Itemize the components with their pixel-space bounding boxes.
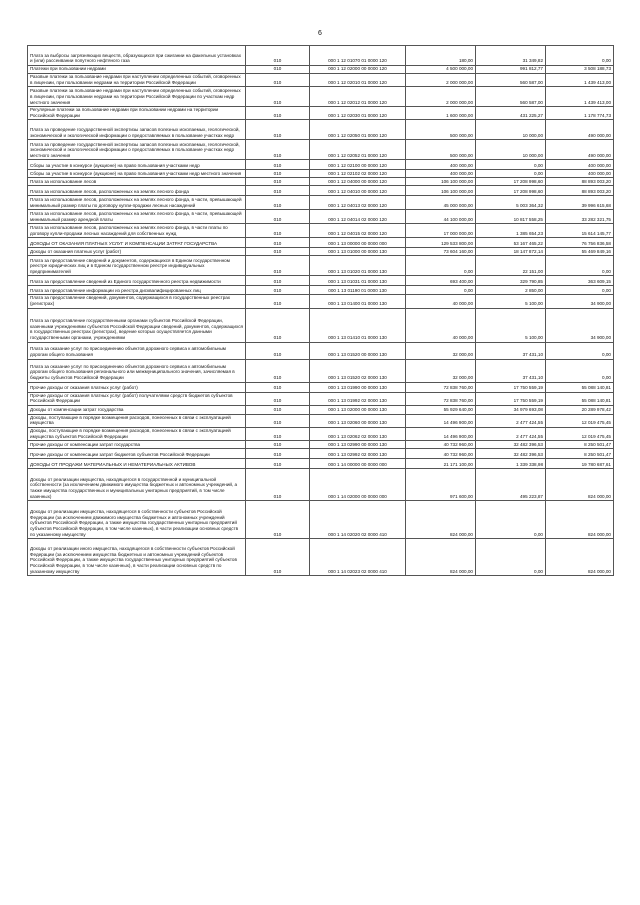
row-fact: 329 790,85 bbox=[476, 276, 546, 286]
row-code: 010 bbox=[246, 276, 310, 286]
row-plan: 72 838 760,00 bbox=[406, 392, 476, 405]
table-row bbox=[28, 66, 614, 74]
row-fact: 560 587,00 bbox=[476, 74, 546, 87]
page-number: 6 bbox=[318, 30, 322, 37]
row-name: Прочие доходы от оказания платных услуг (работ) bbox=[28, 382, 246, 392]
table-row bbox=[28, 170, 614, 178]
row-plan: 40 000,00 bbox=[406, 295, 476, 308]
row-code: 010 bbox=[246, 539, 310, 576]
row-name: ДОХОДЫ ОТ ПРОДАЖИ МАТЕРИАЛЬНЫХ И НЕМАТЕРИАЛЬНЫХ АКТИВОВ bbox=[28, 459, 246, 469]
row-name: Плата за предоставление сведений, документов, содержащихся в государственных реестрах (регистрах) bbox=[28, 295, 246, 308]
row-name: Платежи при пользовании недрами bbox=[28, 66, 246, 74]
row-kbk: 000 1 12 02012 01 0000 120 bbox=[310, 87, 406, 107]
row-plan: 40 732 960,00 bbox=[406, 441, 476, 449]
table-row bbox=[28, 120, 614, 140]
row-fact: 1 385 654,23 bbox=[476, 224, 546, 238]
row-code: 010 bbox=[246, 66, 310, 74]
row-code: 010 bbox=[246, 224, 310, 238]
row-code: 010 bbox=[246, 449, 310, 459]
row-kbk: 000 1 13 02062 02 0000 130 bbox=[310, 427, 406, 440]
row-plan: 40 000,00 bbox=[406, 308, 476, 342]
row-plan: 180,00 bbox=[406, 46, 476, 66]
row-fact: 0,00 bbox=[476, 160, 546, 170]
row-name: Плата за использование лесов, расположенных на землях лесного фонда bbox=[28, 186, 246, 196]
row-name: Плата за предоставление сведений и документов, содержащихся в Едином государственном реестре юридических лиц и в Едином государственном реестре индивидуальных предпринимателей bbox=[28, 256, 246, 276]
row-code: 010 bbox=[246, 405, 310, 414]
row-name: Доходы от компенсации затрат государства bbox=[28, 405, 246, 414]
row-name: Доходы от оказания платных услуг (работ) bbox=[28, 248, 246, 256]
row-fact: 2 850,00 bbox=[476, 286, 546, 295]
row-name: Доходы, поступающие в порядке возмещения расходов, понесенных в связи с эксплуатацией имущества субъектов Российской Федерации bbox=[28, 427, 246, 440]
table-row bbox=[28, 295, 614, 308]
row-name: Регулярные платежи за пользование недрами при пользовании недрами на территории Российской Федерации bbox=[28, 107, 246, 120]
row-code: 010 bbox=[246, 186, 310, 196]
row-rest: 34 900,00 bbox=[546, 295, 614, 308]
row-name: Разовые платежи за пользование недрами при наступлении определенных событий, оговоренных в лицензии, при пользовании недрами на территории Российской Федерации bbox=[28, 74, 246, 87]
row-rest: 88 893 003,20 bbox=[546, 178, 614, 186]
row-code: 010 bbox=[246, 342, 310, 359]
row-rest: 824 000,00 bbox=[546, 501, 614, 539]
table-row bbox=[28, 469, 614, 501]
table-row bbox=[28, 414, 614, 427]
row-name: Плата за проведение государственной экспертизы запасов полезных ископаемых, геологической, экономической и экологической информации о предоставляемых в пользование участках недр местного значения bbox=[28, 140, 246, 160]
row-fact: 37 431,10 bbox=[476, 359, 546, 382]
row-plan: 2 000 000,00 bbox=[406, 74, 476, 87]
row-code: 010 bbox=[246, 107, 310, 120]
row-code: 010 bbox=[246, 286, 310, 295]
row-name: Прочие доходы от оказания платных услуг (работ) получателями средств бюджетов субъектов Российской Федерации bbox=[28, 392, 246, 405]
table-row bbox=[28, 140, 614, 160]
row-plan: 500 000,00 bbox=[406, 120, 476, 140]
row-code: 010 bbox=[246, 160, 310, 170]
row-code: 010 bbox=[246, 238, 310, 248]
row-kbk: 000 1 13 01410 01 0000 130 bbox=[310, 308, 406, 342]
row-code: 010 bbox=[246, 196, 310, 210]
row-fact: 17 208 998,60 bbox=[476, 186, 546, 196]
table-row bbox=[28, 501, 614, 539]
row-fact: 53 167 465,22 bbox=[476, 238, 546, 248]
row-code: 010 bbox=[246, 501, 310, 539]
row-plan: 45 000 000,00 bbox=[406, 196, 476, 210]
row-fact: 10 000,00 bbox=[476, 140, 546, 160]
row-code: 010 bbox=[246, 120, 310, 140]
row-fact: 0,00 bbox=[476, 501, 546, 539]
row-code: 010 bbox=[246, 87, 310, 107]
row-code: 010 bbox=[246, 308, 310, 342]
row-code: 010 bbox=[246, 256, 310, 276]
row-plan: 55 929 640,00 bbox=[406, 405, 476, 414]
row-name: Плата за предоставление сведений из Единого государственного реестра недвижимости bbox=[28, 276, 246, 286]
row-code: 010 bbox=[246, 46, 310, 66]
row-kbk: 000 1 14 02023 02 0000 410 bbox=[310, 539, 406, 576]
row-kbk: 000 1 13 00000 00 0000 000 bbox=[310, 238, 406, 248]
row-rest: 490 000,00 bbox=[546, 140, 614, 160]
row-plan: 32 000,00 bbox=[406, 342, 476, 359]
row-name: Разовые платежи за пользование недрами при наступлении определенных событий, оговоренных в лицензии, при пользовании недрами на территории Российской Федерации по участкам недр местного значения bbox=[28, 87, 246, 107]
row-name: Плата за предоставление информации из реестра дисквалифицированных лиц bbox=[28, 286, 246, 295]
row-rest: 0,00 bbox=[546, 342, 614, 359]
table-row bbox=[28, 441, 614, 449]
row-code: 010 bbox=[246, 441, 310, 449]
row-rest: 34 900,00 bbox=[546, 308, 614, 342]
row-code: 010 bbox=[246, 382, 310, 392]
row-name: Доходы от реализации имущества, находящегося в государственной и муниципальной собственности (за исключением движимого имущества бюджетных и автономных учреждений, а также имущества государственных и муниципальных унитарных предприятий, в том числе казенных) bbox=[28, 469, 246, 501]
row-code: 010 bbox=[246, 170, 310, 178]
row-code: 010 bbox=[246, 414, 310, 427]
row-rest: 363 609,15 bbox=[546, 276, 614, 286]
row-rest: 55 088 140,81 bbox=[546, 382, 614, 392]
row-kbk: 000 1 13 01190 01 0000 130 bbox=[310, 286, 406, 295]
row-plan: 14 496 900,00 bbox=[406, 414, 476, 427]
row-fact: 1 339 338,98 bbox=[476, 459, 546, 469]
row-plan: 400 000,00 bbox=[406, 170, 476, 178]
row-kbk: 000 1 13 02000 00 0000 130 bbox=[310, 405, 406, 414]
row-code: 010 bbox=[246, 210, 310, 224]
row-code: 010 bbox=[246, 459, 310, 469]
row-plan: 106 100 000,00 bbox=[406, 186, 476, 196]
table-row bbox=[28, 342, 614, 359]
row-rest: 0,00 bbox=[546, 359, 614, 382]
table-row bbox=[28, 427, 614, 440]
row-rest: 8 250 501,47 bbox=[546, 449, 614, 459]
row-rest: 19 780 687,61 bbox=[546, 459, 614, 469]
table-row bbox=[28, 160, 614, 170]
row-plan: 0,00 bbox=[406, 256, 476, 276]
row-fact: 5 003 364,32 bbox=[476, 196, 546, 210]
row-plan: 1 600 000,00 bbox=[406, 107, 476, 120]
row-kbk: 000 1 14 02000 00 0000 000 bbox=[310, 469, 406, 501]
row-fact: 17 750 559,19 bbox=[476, 382, 546, 392]
row-fact: 10 000,00 bbox=[476, 120, 546, 140]
row-kbk: 000 1 13 01400 01 0000 130 bbox=[310, 295, 406, 308]
table-row bbox=[28, 449, 614, 459]
row-name: Доходы, поступающие в порядке возмещения расходов, понесенных в связи с эксплуатацией имущества bbox=[28, 414, 246, 427]
row-rest: 55 088 140,81 bbox=[546, 392, 614, 405]
table-row bbox=[28, 178, 614, 186]
row-rest: 1 439 413,00 bbox=[546, 74, 614, 87]
row-kbk: 000 1 13 01000 00 0000 130 bbox=[310, 248, 406, 256]
revenue-table bbox=[27, 45, 614, 576]
row-kbk: 000 1 12 02010 01 0000 120 bbox=[310, 74, 406, 87]
row-code: 010 bbox=[246, 359, 310, 382]
row-code: 010 bbox=[246, 295, 310, 308]
row-rest: 1 439 413,00 bbox=[546, 87, 614, 107]
row-rest: 0,00 bbox=[546, 256, 614, 276]
row-fact: 22 151,00 bbox=[476, 256, 546, 276]
table-row bbox=[28, 286, 614, 295]
row-fact: 991 812,77 bbox=[476, 66, 546, 74]
row-kbk: 000 1 12 04014 02 0000 120 bbox=[310, 210, 406, 224]
row-name: Плата за проведение государственной экспертизы запасов полезных ископаемых, геологической, экономической и экологической информации о предоставляемых в пользование участках недр bbox=[28, 120, 246, 140]
table-row bbox=[28, 46, 614, 66]
row-fact: 18 147 872,14 bbox=[476, 248, 546, 256]
row-kbk: 000 1 13 01031 01 0000 130 bbox=[310, 276, 406, 286]
row-kbk: 000 1 12 01070 01 0000 120 bbox=[310, 46, 406, 66]
row-kbk: 000 1 13 01520 02 0000 130 bbox=[310, 359, 406, 382]
row-plan: 693 400,00 bbox=[406, 276, 476, 286]
row-kbk: 000 1 12 04010 00 0000 120 bbox=[310, 186, 406, 196]
row-plan: 44 100 000,00 bbox=[406, 210, 476, 224]
row-name: Плата за использование лесов, расположенных на землях лесного фонда, в части платы по договору купли-продажи лесных насаждений для собственных нужд bbox=[28, 224, 246, 238]
table-row bbox=[28, 382, 614, 392]
row-code: 010 bbox=[246, 178, 310, 186]
row-plan: 17 000 000,00 bbox=[406, 224, 476, 238]
row-rest: 55 469 849,16 bbox=[546, 248, 614, 256]
row-plan: 500 000,00 bbox=[406, 140, 476, 160]
row-name: Плата за оказание услуг по присоединению объектов дорожного сервиса к автомобильным дорогам общего пользования регионального или межмуниципального значения, зачисляемая в бюджеты субъектов Российской Федерации bbox=[28, 359, 246, 382]
row-fact: 5 100,00 bbox=[476, 295, 546, 308]
row-fact: 34 979 693,08 bbox=[476, 405, 546, 414]
row-plan: 824 000,00 bbox=[406, 501, 476, 539]
row-code: 010 bbox=[246, 427, 310, 440]
row-rest: 8 250 501,47 bbox=[546, 441, 614, 449]
row-kbk: 000 1 12 02052 01 0000 120 bbox=[310, 140, 406, 160]
row-plan: 2 000 000,00 bbox=[406, 87, 476, 107]
row-name: Плата за использование лесов, расположенных на землях лесного фонда, в части, превышающей минимальный размер платы по договору купли-продажи лесных насаждений bbox=[28, 196, 246, 210]
row-rest: 824 000,00 bbox=[546, 469, 614, 501]
row-kbk: 000 1 13 02992 02 0000 130 bbox=[310, 449, 406, 459]
table-row bbox=[28, 87, 614, 107]
row-name: Плата за предоставление государственными органами субъектов Российской Федерации, казенными учреждениями субъектов Российской Федерации сведений, документов, содержащихся в государственных реестрах (регистрах), ведение которых осуществляется данными государственными органами, учреждениями bbox=[28, 308, 246, 342]
row-fact: 431 225,27 bbox=[476, 107, 546, 120]
row-rest: 20 289 978,42 bbox=[546, 405, 614, 414]
row-name: Доходы от реализации иного имущества, находящегося в собственности субъектов Российской Федерации (за исключением имущества бюджетных и автономных учреждений субъектов Российской Федерации, а также имущества государственных унитарных предприятий субъектов Российской Федерации, в том числе казенных), в части реализации основных средств по указанному имуществу bbox=[28, 539, 246, 576]
row-fact: 17 208 998,60 bbox=[476, 178, 546, 186]
table-row bbox=[28, 74, 614, 87]
row-fact: 2 477 424,55 bbox=[476, 427, 546, 440]
row-rest: 12 019 475,45 bbox=[546, 427, 614, 440]
row-fact: 0,00 bbox=[476, 170, 546, 178]
row-kbk: 000 1 13 01992 02 0000 130 bbox=[310, 392, 406, 405]
row-rest: 88 893 003,20 bbox=[546, 186, 614, 196]
row-kbk: 000 1 12 02102 02 0000 120 bbox=[310, 170, 406, 178]
row-rest: 824 000,00 bbox=[546, 539, 614, 576]
table-row bbox=[28, 107, 614, 120]
row-fact: 2 477 424,55 bbox=[476, 414, 546, 427]
row-code: 010 bbox=[246, 140, 310, 160]
table-row bbox=[28, 308, 614, 342]
row-plan: 400 000,00 bbox=[406, 160, 476, 170]
row-kbk: 000 1 12 02000 00 0000 120 bbox=[310, 66, 406, 74]
table-row bbox=[28, 405, 614, 414]
row-rest: 39 996 615,68 bbox=[546, 196, 614, 210]
row-plan: 106 100 000,00 bbox=[406, 178, 476, 186]
row-fact: 5 100,00 bbox=[476, 308, 546, 342]
table-row bbox=[28, 276, 614, 286]
row-rest: 33 282 321,75 bbox=[546, 210, 614, 224]
row-fact: 0,00 bbox=[476, 539, 546, 576]
row-kbk: 000 1 14 02020 02 0000 410 bbox=[310, 501, 406, 539]
row-plan: 14 496 900,00 bbox=[406, 427, 476, 440]
row-code: 010 bbox=[246, 248, 310, 256]
row-name: Прочие доходы от компенсации затрат бюджетов субъектов Российской Федерации bbox=[28, 449, 246, 459]
row-name: Прочие доходы от компенсации затрат государства bbox=[28, 441, 246, 449]
table-row bbox=[28, 392, 614, 405]
row-kbk: 000 1 12 04000 00 0000 120 bbox=[310, 178, 406, 186]
row-code: 010 bbox=[246, 74, 310, 87]
row-name: Сборы за участие в конкурсе (аукционе) на право пользования участками недр местного значения bbox=[28, 170, 246, 178]
row-name: Плата за выбросы загрязняющих веществ, образующихся при сжигании на факельных установках и (или) рассеивании попутного нефтяного газа bbox=[28, 46, 246, 66]
row-name: Плата за оказание услуг по присоединению объектов дорожного сервиса к автомобильным дорогам общего пользования bbox=[28, 342, 246, 359]
row-rest: 400 000,00 bbox=[546, 160, 614, 170]
row-plan: 40 732 960,00 bbox=[406, 449, 476, 459]
row-fact: 32 482 396,53 bbox=[476, 441, 546, 449]
row-kbk: 000 1 13 01020 01 0000 130 bbox=[310, 256, 406, 276]
table-row bbox=[28, 224, 614, 238]
table-row bbox=[28, 186, 614, 196]
row-name: Плата за использование лесов bbox=[28, 178, 246, 186]
row-plan: 971 600,00 bbox=[406, 469, 476, 501]
row-kbk: 000 1 12 02050 01 0000 120 bbox=[310, 120, 406, 140]
row-kbk: 000 1 14 00000 00 0000 000 bbox=[310, 459, 406, 469]
table-row bbox=[28, 238, 614, 248]
row-plan: 0,00 bbox=[406, 286, 476, 295]
row-plan: 4 500 000,00 bbox=[406, 66, 476, 74]
row-fact: 17 750 559,19 bbox=[476, 392, 546, 405]
row-name: Плата за использование лесов, расположенных на землях лесного фонда, в части, превышающей минимальный размер арендной платы bbox=[28, 210, 246, 224]
row-kbk: 000 1 13 02990 00 0000 130 bbox=[310, 441, 406, 449]
row-plan: 824 000,00 bbox=[406, 539, 476, 576]
row-plan: 72 838 760,00 bbox=[406, 382, 476, 392]
row-kbk: 000 1 13 01520 00 0000 130 bbox=[310, 342, 406, 359]
table-row bbox=[28, 256, 614, 276]
row-rest: 400 000,00 bbox=[546, 170, 614, 178]
row-rest: 0,00 bbox=[546, 286, 614, 295]
row-rest: 12 019 475,45 bbox=[546, 414, 614, 427]
row-kbk: 000 1 12 02030 01 0000 120 bbox=[310, 107, 406, 120]
row-plan: 73 604 160,00 bbox=[406, 248, 476, 256]
row-fact: 31 349,82 bbox=[476, 46, 546, 66]
row-rest: 0,00 bbox=[546, 46, 614, 66]
table-row bbox=[28, 248, 614, 256]
table-row bbox=[28, 210, 614, 224]
row-fact: 32 482 396,53 bbox=[476, 449, 546, 459]
row-rest: 3 508 188,73 bbox=[546, 66, 614, 74]
row-fact: 495 223,87 bbox=[476, 469, 546, 501]
table-row bbox=[28, 459, 614, 469]
row-kbk: 000 1 12 04013 02 0000 120 bbox=[310, 196, 406, 210]
row-name: Доходы от реализации имущества, находящегося в собственности субъектов Российской Федерации (за исключением движимого имущества бюджетных и автономных учреждений субъектов Российской Федерации, а также имущества государственных унитарных предприятий субъектов Российской Федерации, в том числе казенных), в части реализации основных средств по указанному имуществу bbox=[28, 501, 246, 539]
table-row bbox=[28, 196, 614, 210]
table-row bbox=[28, 539, 614, 576]
row-code: 010 bbox=[246, 469, 310, 501]
row-plan: 32 000,00 bbox=[406, 359, 476, 382]
row-code: 010 bbox=[246, 392, 310, 405]
row-rest: 15 614 145,77 bbox=[546, 224, 614, 238]
row-kbk: 000 1 13 01990 00 0000 130 bbox=[310, 382, 406, 392]
row-rest: 76 756 836,58 bbox=[546, 238, 614, 248]
row-fact: 37 431,10 bbox=[476, 342, 546, 359]
row-kbk: 000 1 13 02060 00 0000 130 bbox=[310, 414, 406, 427]
row-plan: 21 171 100,00 bbox=[406, 459, 476, 469]
row-name: ДОХОДЫ ОТ ОКАЗАНИЯ ПЛАТНЫХ УСЛУГ И КОМПЕНСАЦИИ ЗАТРАТ ГОСУДАРСТВА bbox=[28, 238, 246, 248]
row-kbk: 000 1 12 04015 02 0000 120 bbox=[310, 224, 406, 238]
table-row bbox=[28, 359, 614, 382]
row-plan: 129 533 800,00 bbox=[406, 238, 476, 248]
row-rest: 1 178 774,73 bbox=[546, 107, 614, 120]
row-kbk: 000 1 12 02100 00 0000 120 bbox=[310, 160, 406, 170]
row-fact: 10 817 558,25 bbox=[476, 210, 546, 224]
row-fact: 560 587,00 bbox=[476, 87, 546, 107]
row-name: Сборы за участие в конкурсе (аукционе) на право пользования участками недр bbox=[28, 160, 246, 170]
row-rest: 490 000,00 bbox=[546, 120, 614, 140]
